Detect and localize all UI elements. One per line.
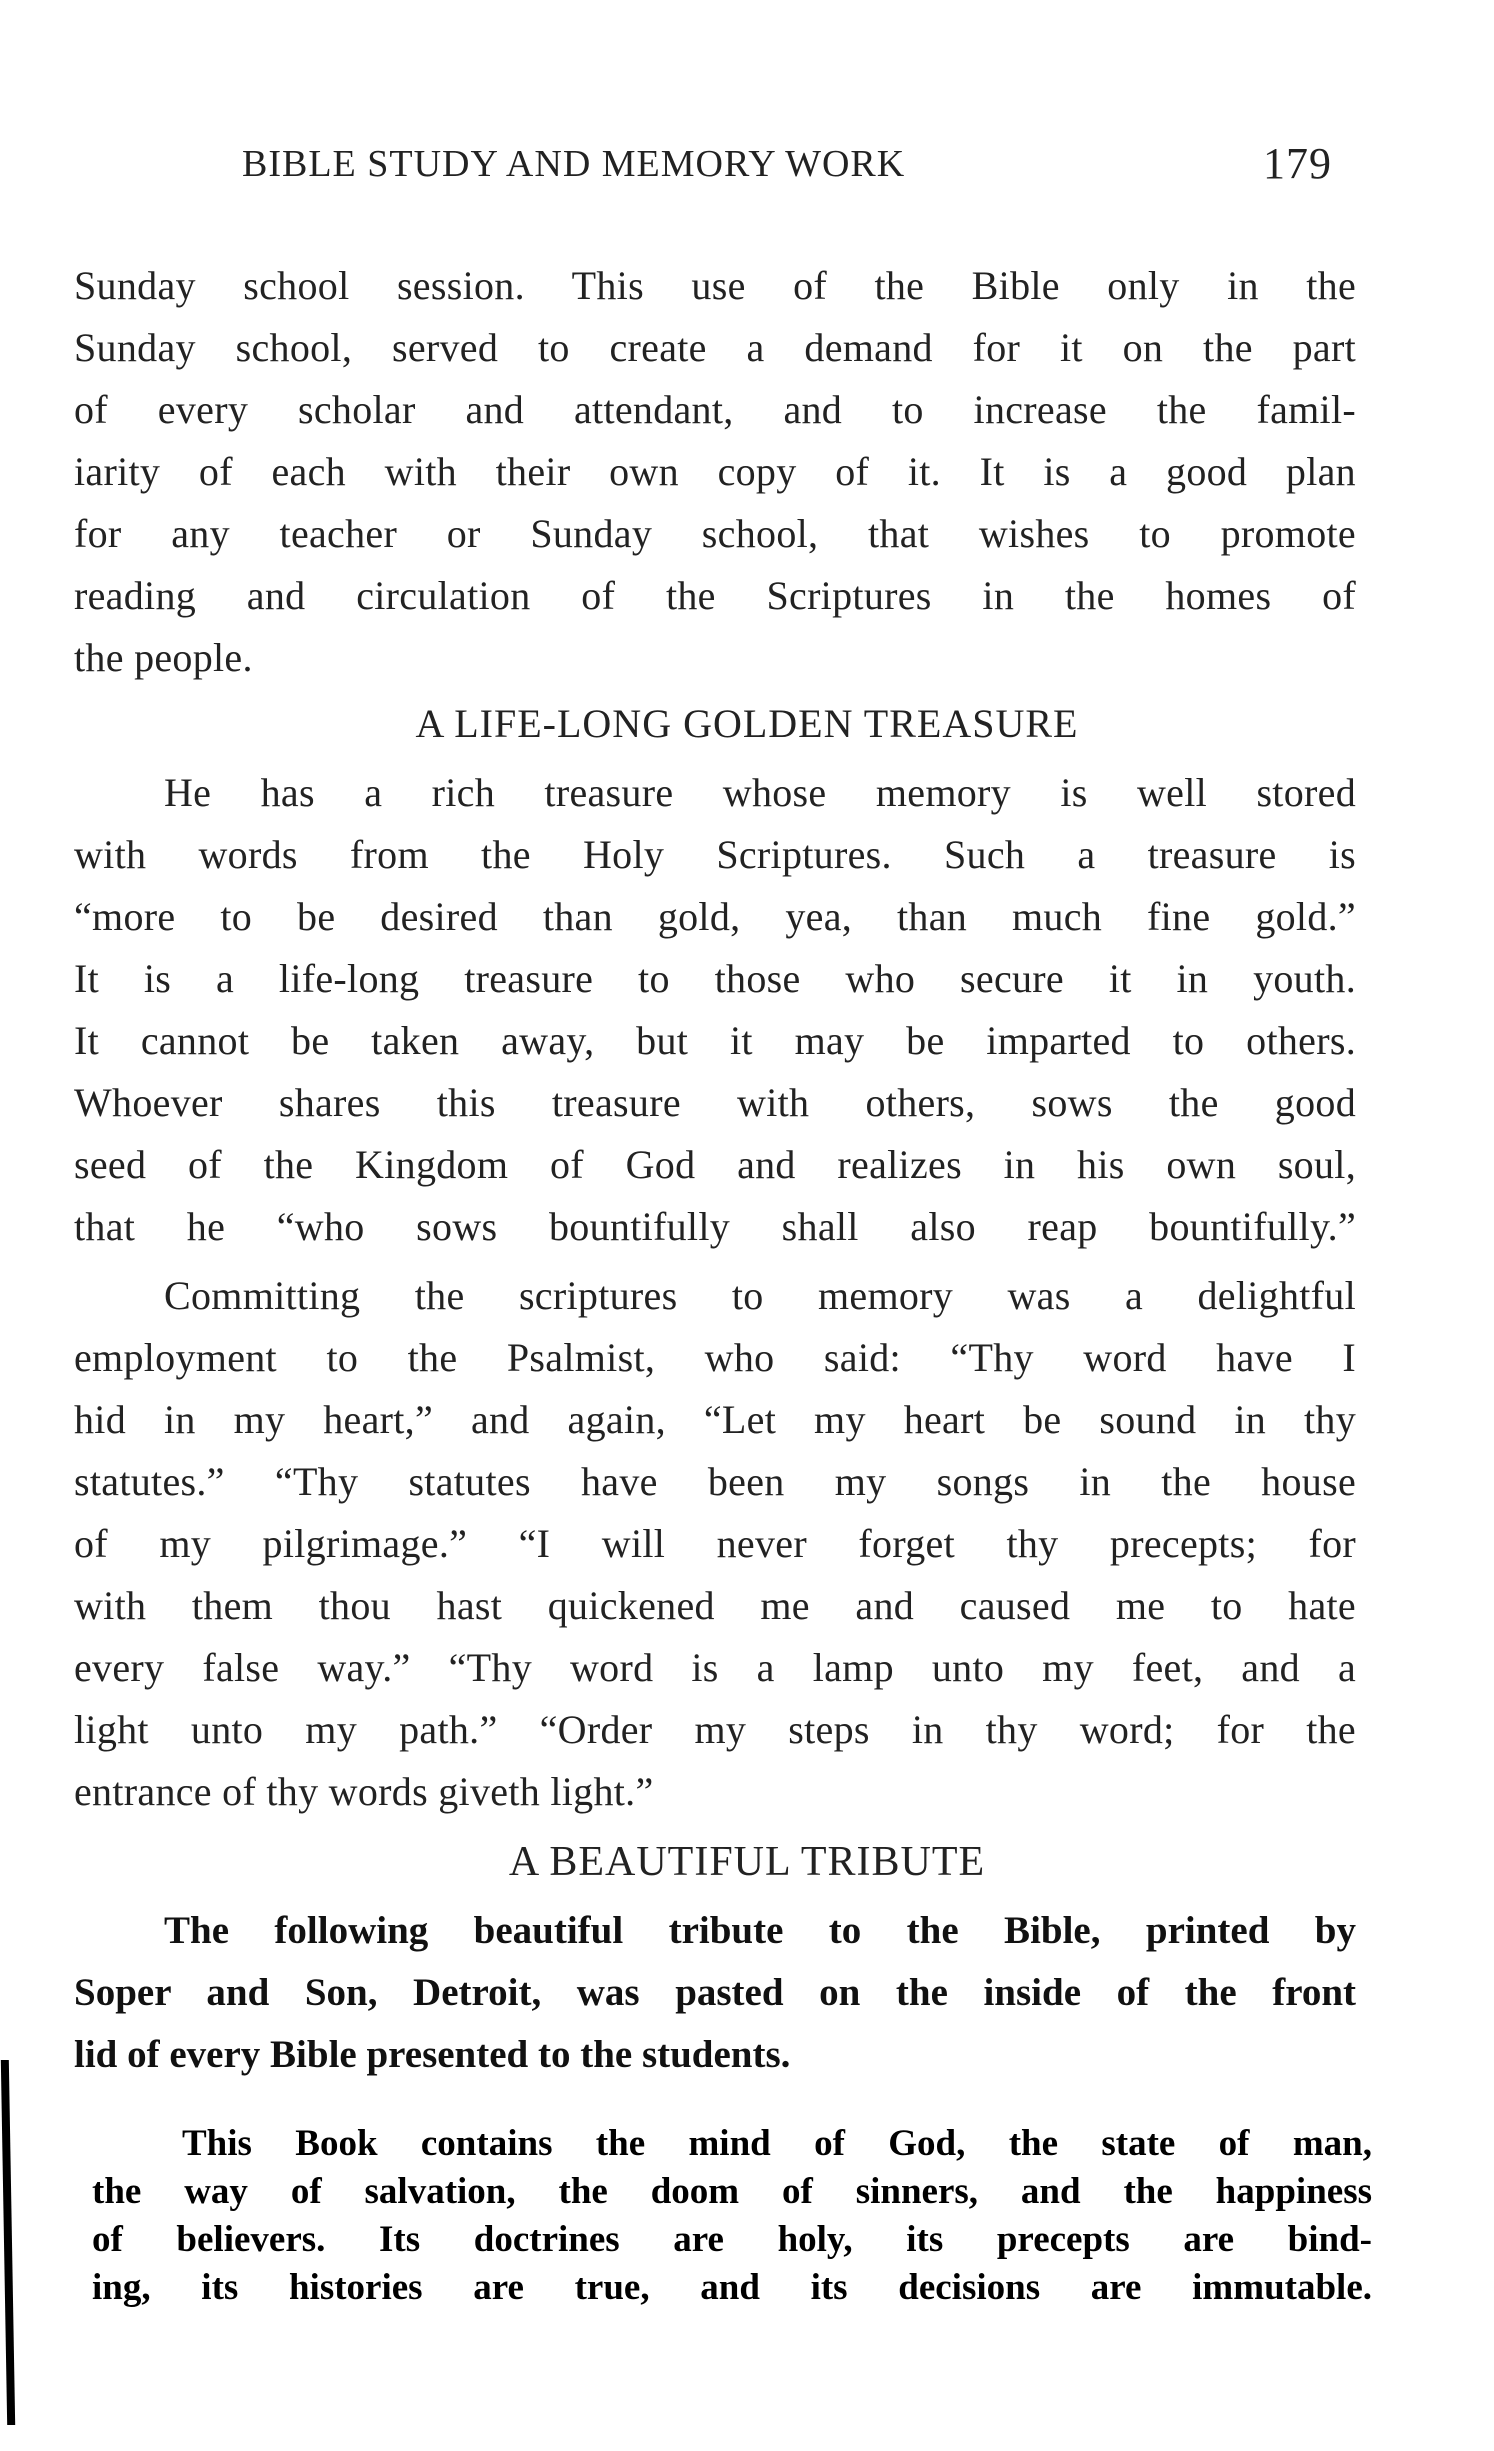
text-line: Sunday school session. This use of the Bible only in the xyxy=(74,263,1356,308)
text-line: The following beautiful tribute to the Bible, printed by xyxy=(164,1909,1356,1952)
text-line: seed of the Kingdom of God and realizes in his own soul, xyxy=(74,1142,1356,1187)
text-line: the way of salvation, the doom of sinners, and the happiness xyxy=(92,2171,1372,2212)
text-line: employment to the Psalmist, who said: “Thy word have I xyxy=(74,1335,1356,1380)
text-line: entrance of thy words giveth light.” xyxy=(74,1769,654,1814)
text-line: iarity of each with their own copy of it. It is a good plan xyxy=(74,449,1356,494)
text-line: reading and circulation of the Scriptures in the homes of xyxy=(74,573,1356,618)
section-heading-beautiful-tribute: A BEAUTIFUL TRIBUTE xyxy=(508,1839,986,1885)
running-head xyxy=(232,139,1332,202)
text-line: Sunday school, served to create a demand for it on the part xyxy=(74,325,1356,370)
text-line: light unto my path.” “Order my steps in thy word; for the xyxy=(74,1707,1356,1752)
text-line: the people. xyxy=(74,635,253,680)
text-line: of believers. Its doctrines are holy, its precepts are bind- xyxy=(92,2219,1372,2260)
running-head-title: BIBLE STUDY AND MEMORY WORK xyxy=(242,143,906,185)
paragraph-golden-treasure xyxy=(74,762,1356,1258)
text-line: with words from the Holy Scriptures. Such a treasure is xyxy=(74,832,1356,877)
text-line: Committing the scriptures to memory was a delightful xyxy=(164,1273,1356,1318)
text-line: This Book contains the mind of God, the state of man, xyxy=(182,2123,1372,2164)
text-line: Soper and Son, Detroit, was pasted on the inside of the front xyxy=(74,1971,1356,2014)
text-line: “more to be desired than gold, yea, than much fine gold.” xyxy=(74,894,1356,939)
paragraph-sunday-school xyxy=(74,255,1356,689)
text-line: that he “who sows bountifully shall also reap bountifully.” xyxy=(74,1204,1356,1249)
text-line: of every scholar and attendant, and to increase the famil- xyxy=(74,387,1356,432)
paragraph-tribute-intro xyxy=(74,1900,1356,2086)
text-line: every false way.” “Thy word is a lamp unto my feet, and a xyxy=(74,1645,1356,1690)
scan-margin-line xyxy=(1,2060,15,2425)
text-line: hid in my heart,” and again, “Let my heart be sound in thy xyxy=(74,1397,1356,1442)
text-line: for any teacher or Sunday school, that wishes to promote xyxy=(74,511,1356,556)
tribute-quotation xyxy=(92,2120,1372,2312)
text-line: He has a rich treasure whose memory is well stored xyxy=(164,770,1356,815)
paragraph-psalmist xyxy=(74,1265,1356,1823)
text-line: It is a life-long treasure to those who secure it in youth. xyxy=(74,956,1356,1001)
text-line: It cannot be taken away, but it may be imparted to others. xyxy=(74,1018,1356,1063)
text-line: with them thou hast quickened me and caused me to hate xyxy=(74,1583,1356,1628)
text-line: ing, its histories are true, and its decisions are immutable. xyxy=(92,2267,1372,2308)
text-line: lid of every Bible presented to the students. xyxy=(74,2033,791,2076)
text-line: statutes.” “Thy statutes have been my songs in the house xyxy=(74,1459,1356,1504)
page-number: 179 xyxy=(1263,139,1332,188)
text-line: of my pilgrimage.” “I will never forget thy precepts; for xyxy=(74,1521,1356,1566)
text-line: Whoever shares this treasure with others, sows the good xyxy=(74,1080,1356,1125)
section-heading-golden-treasure: A LIFE-LONG GOLDEN TREASURE xyxy=(415,701,1079,746)
